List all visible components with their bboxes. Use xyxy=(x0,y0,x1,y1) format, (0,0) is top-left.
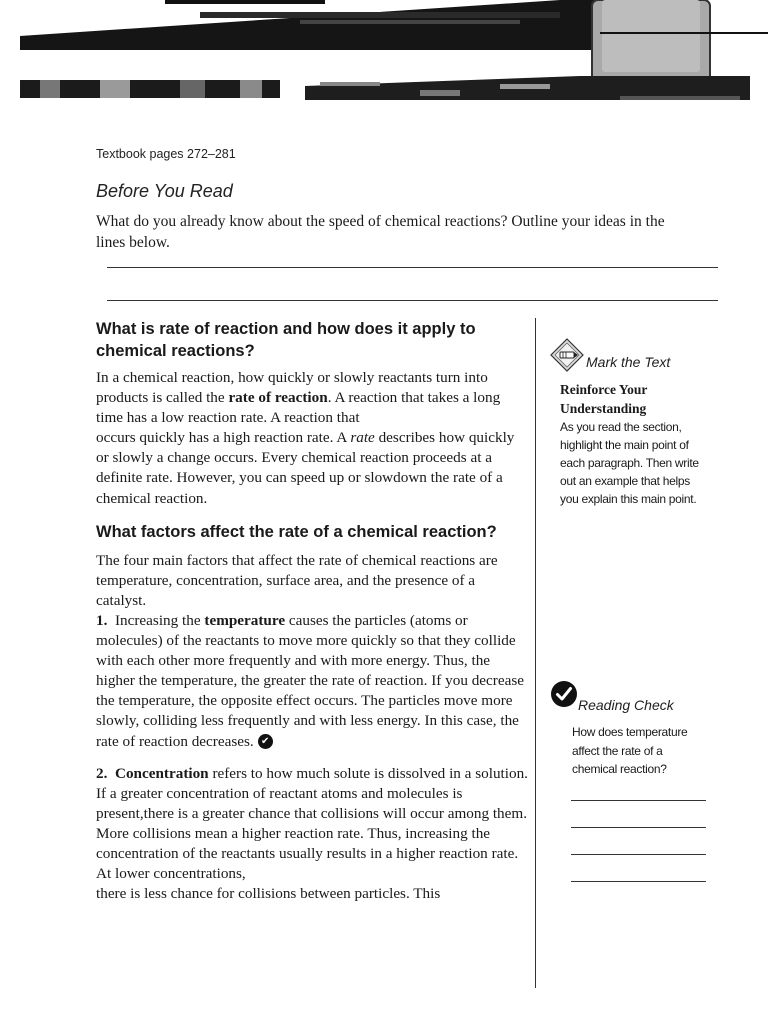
reading-check-question: How does temperature affect the rate of a chemical reaction? xyxy=(572,725,688,776)
reading-check-answer-line[interactable] xyxy=(571,881,706,882)
paragraph: there is less chance for collisions between particles. This xyxy=(96,885,441,903)
reading-check-answer-line[interactable] xyxy=(571,800,706,801)
text-run: . A reaction that takes a long time has a low reaction rate. A reaction that xyxy=(96,389,501,427)
header-banner xyxy=(0,0,768,110)
column-divider xyxy=(535,318,536,988)
key-term: rate xyxy=(350,429,375,447)
key-term: rate of reaction xyxy=(228,389,328,407)
list-item xyxy=(96,764,528,784)
before-you-read-prompt: What do you already know about the speed of chemical reactions? Outline your ideas in the lines below. xyxy=(96,213,665,251)
answer-line[interactable] xyxy=(107,300,718,301)
reading-check-title: Reading Check xyxy=(578,697,674,713)
mark-the-text-body: As you read the section, highlight the main point of each paragraph. Then write out an example that helps you explain this main point. xyxy=(560,420,699,506)
reading-check-marker-icon: ✔ xyxy=(258,734,273,749)
paragraph xyxy=(96,428,528,508)
reading-check-answer-line[interactable] xyxy=(571,827,706,828)
reading-check-answer-line[interactable] xyxy=(571,854,706,855)
mark-the-text-subtitle: Reinforce Your Understanding xyxy=(560,382,648,416)
before-you-read-heading: Before You Read xyxy=(96,181,233,201)
list-item xyxy=(96,611,528,752)
text-run: In a chemical reaction, how quickly or slowly reactants turn into products is called the xyxy=(96,369,488,407)
section-heading-rate-of-reaction: What is rate of reaction and how does it apply to chemical reactions? xyxy=(96,320,476,360)
text-run: describes how quickly or slowly a change occurs. Every chemical reaction proceeds at a definite rate. However, you can speed up or slowdown the rate of a chemical reaction. xyxy=(96,429,515,507)
highlighter-icon xyxy=(550,338,584,372)
text-run: occurs quickly has a high reaction rate. A xyxy=(96,429,351,447)
mark-the-text-title: Mark the Text xyxy=(586,354,671,370)
section-heading-factors: What factors affect the rate of a chemical reaction? xyxy=(96,522,497,541)
paragraph: If a greater concentration of reactant atoms and molecules is present,there is a greater chance that collisions will occur among them. More collisions mean a higher reaction rate. Thus, increasing the concentration of the reactants usually results in a higher reaction rate. At lower concentrations, xyxy=(96,784,527,883)
key-term: Concentration xyxy=(114,764,209,782)
textbook-pages: Textbook pages 272–281 xyxy=(96,147,236,161)
checkmark-icon xyxy=(550,680,578,708)
item-number: 2. xyxy=(96,764,108,782)
text-run: refers to how much solute is dissolved in a solution. xyxy=(208,764,528,782)
key-term: temperature xyxy=(204,611,286,629)
text-run: causes the particles (atoms or molecules) of the reactants to move more quickly so that they collide with each other more frequently and with more energy. Thus, the higher the temperature, the greater the rate of reaction. If you decrease the temperature, the opposite effect occurs. The particles move more slowly, colliding less frequently and with less energy. In this case, the rate of reaction decreases. xyxy=(96,611,524,750)
main-column xyxy=(96,318,528,904)
item-number: 1. xyxy=(96,611,108,629)
paragraph xyxy=(96,368,528,428)
text-run: Increasing the xyxy=(114,611,205,629)
answer-line[interactable] xyxy=(107,267,718,268)
paragraph: The four main factors that affect the rate of chemical reactions are temperature, concentration, surface area, and the presence of a catalyst. xyxy=(96,551,498,609)
